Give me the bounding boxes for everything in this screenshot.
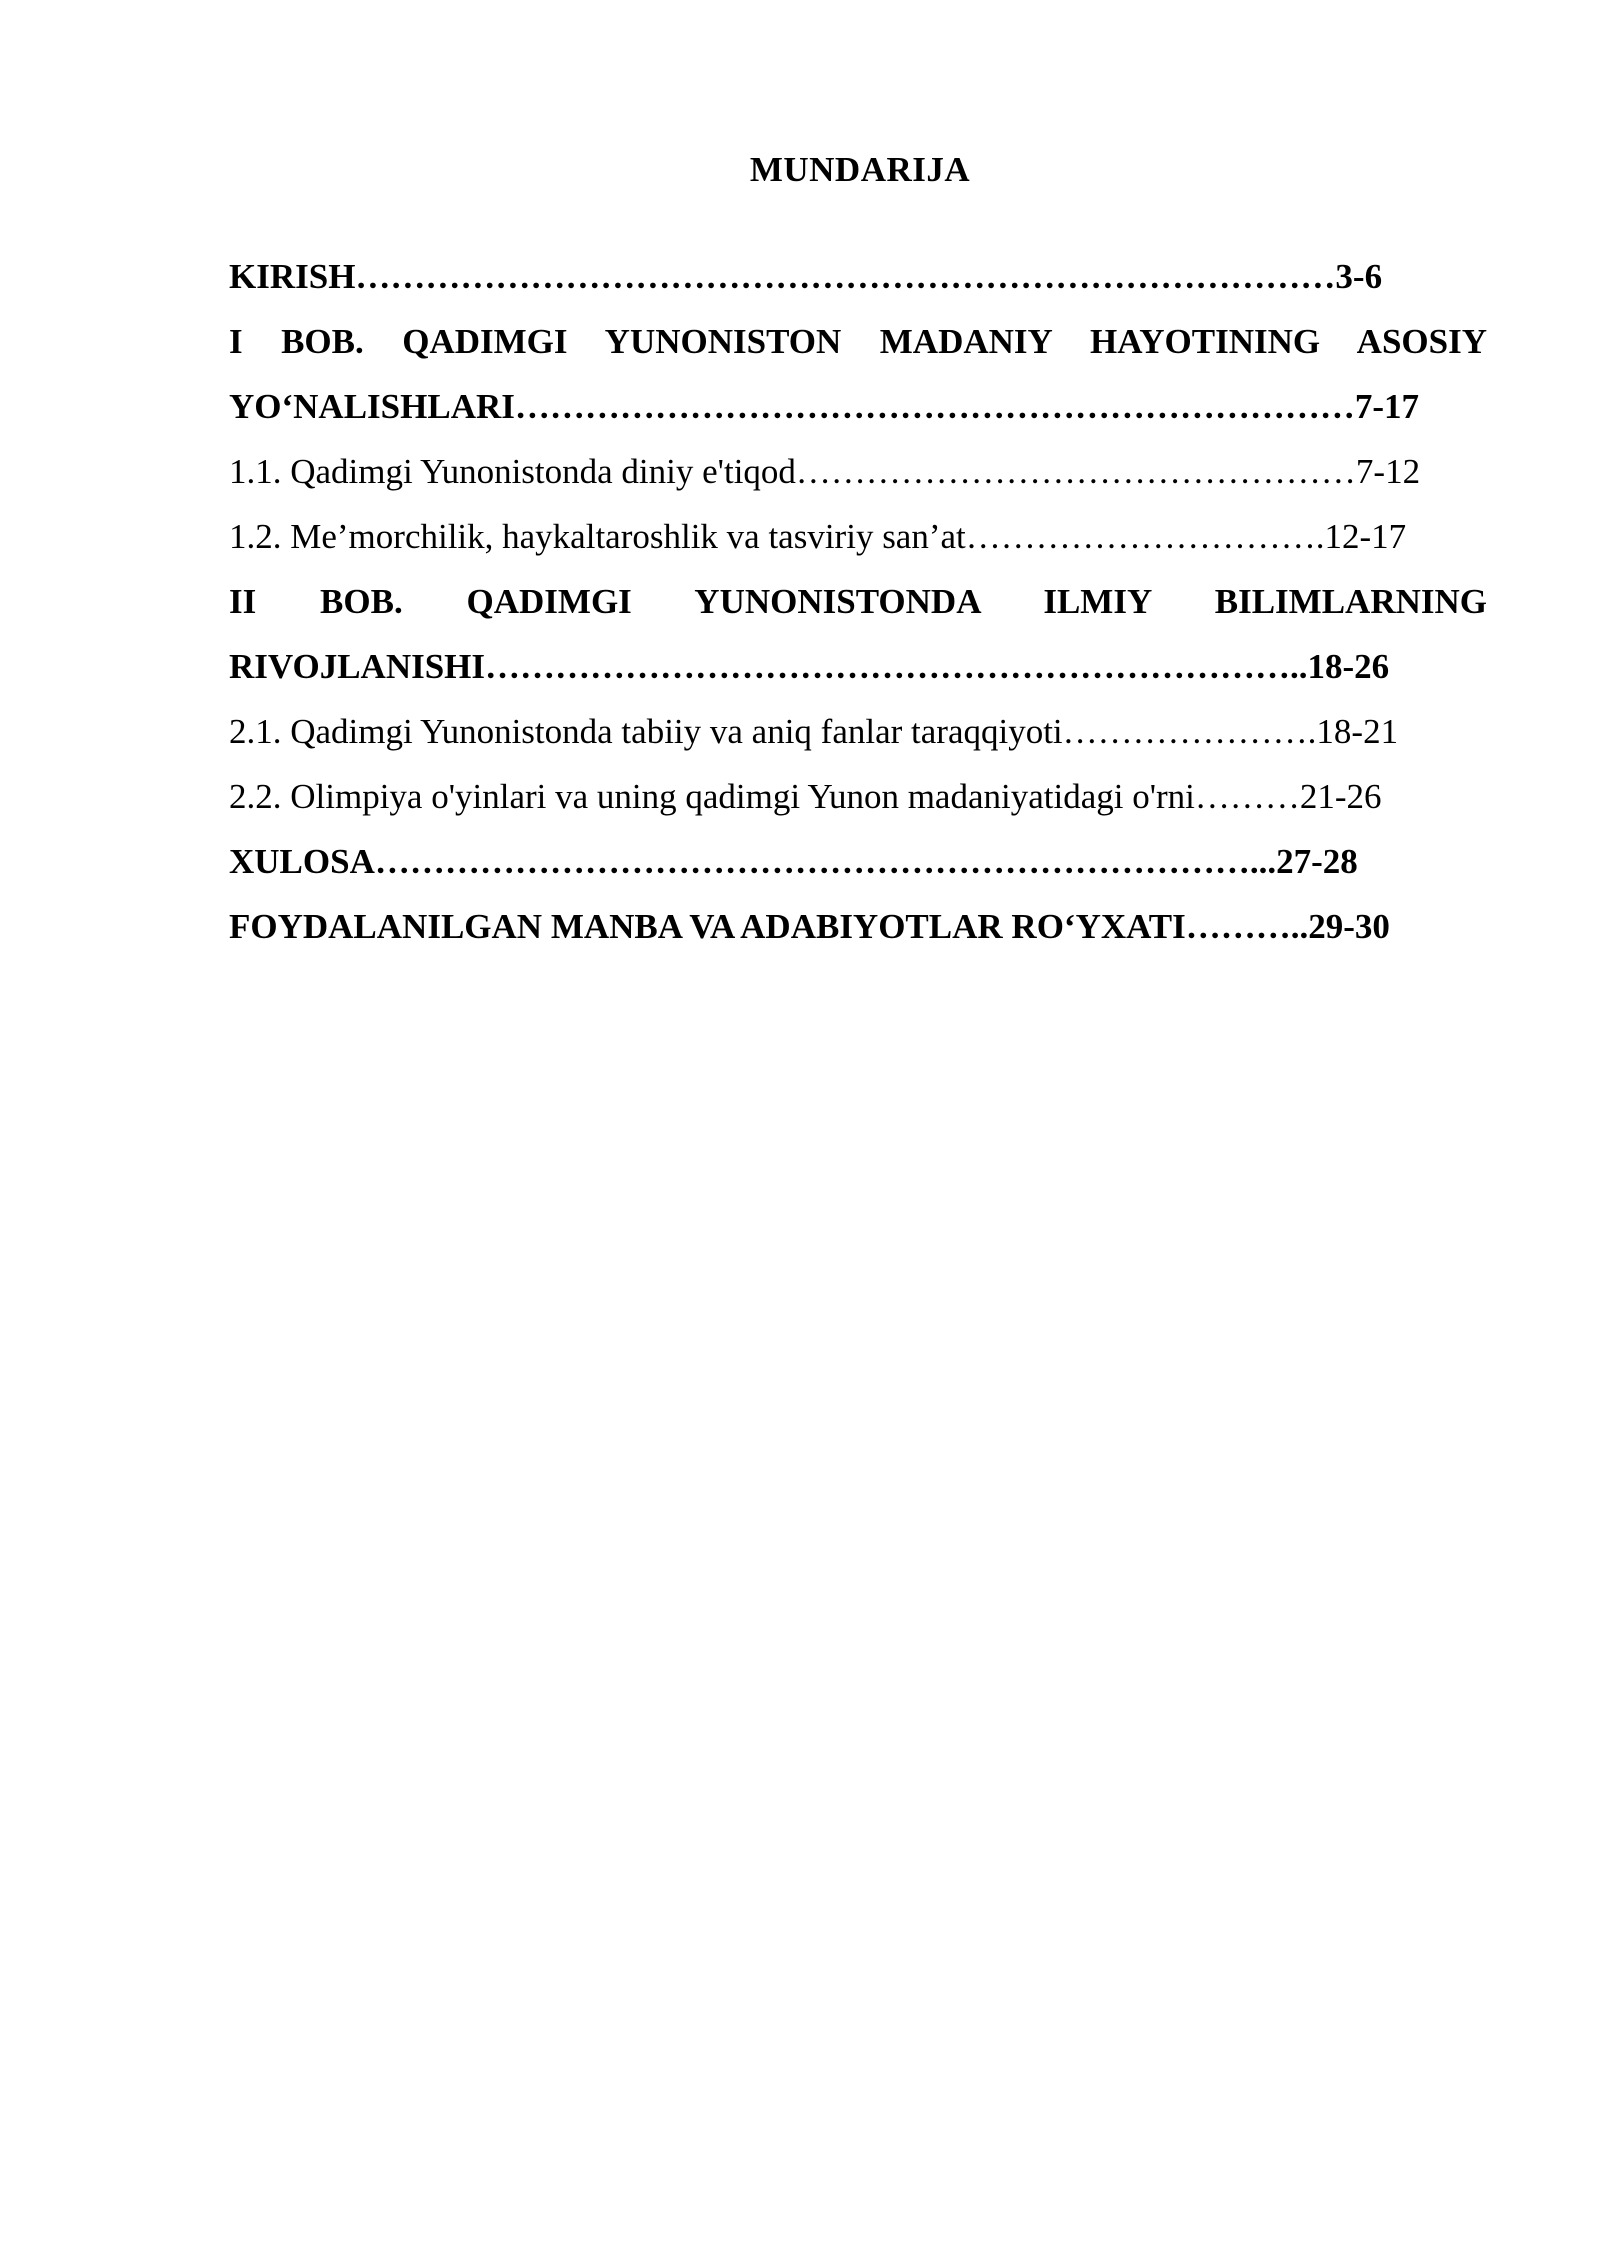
toc-entry-text: FOYDALANILGAN MANBA VA ADABIYOTLAR RO‘YXATI………..29-30 bbox=[229, 907, 1390, 946]
toc-title: MUNDARIJA bbox=[749, 150, 971, 189]
toc-entry-text: XULOSA…………………………………………………………………...27-28 bbox=[229, 842, 1358, 881]
toc-entry-text: 1.2. Me’morchilik, haykaltaroshlik va tasviriy san’at………………………….12-17 bbox=[229, 517, 1407, 556]
toc-entry-chapter-2-line-1 bbox=[229, 569, 1487, 634]
toc-entry-references bbox=[229, 894, 1487, 959]
toc-entry-section-1-2 bbox=[229, 504, 1487, 569]
toc-entry-text: 2.1. Qadimgi Yunonistonda tabiiy va aniq fanlar taraqqiyoti………………….18-21 bbox=[229, 712, 1399, 751]
toc-entry-text: 2.2. Olimpiya o'yinlari va uning qadimgi Yunon madaniyatidagi o'rni………21-26 bbox=[229, 777, 1382, 816]
toc-entry-xulosa bbox=[229, 829, 1487, 894]
toc-entry-section-1-1 bbox=[229, 439, 1487, 504]
toc-entry-chapter-1-line-1 bbox=[229, 309, 1487, 374]
toc-entry-section-2-2 bbox=[229, 764, 1487, 829]
toc-entry-kirish bbox=[229, 244, 1487, 309]
toc-entry-chapter-2-line-2 bbox=[229, 634, 1487, 699]
toc-entry-text: KIRISH…………………………………………………………………………3-6 bbox=[229, 257, 1383, 296]
toc-entry-chapter-1-line-2 bbox=[229, 374, 1487, 439]
toc-entry-text: RIVOJLANISHI……………………………………………………………..18-26 bbox=[229, 647, 1390, 686]
table-of-contents bbox=[229, 244, 1487, 959]
toc-entry-text: I BOB. QADIMGI YUNONISTON MADANIY HAYOTINING ASOSIY bbox=[229, 322, 1487, 361]
toc-entry-section-2-1 bbox=[229, 699, 1487, 764]
toc-entry-text: 1.1. Qadimgi Yunonistonda diniy e'tiqod…………………………………………7-12 bbox=[229, 452, 1421, 491]
toc-entry-text: YO‘NALISHLARI………………………………………………………………7-17 bbox=[229, 387, 1420, 426]
toc-entry-text: II BOB. QADIMGI YUNONISTONDA ILMIY BILIMLARNING bbox=[229, 582, 1487, 621]
